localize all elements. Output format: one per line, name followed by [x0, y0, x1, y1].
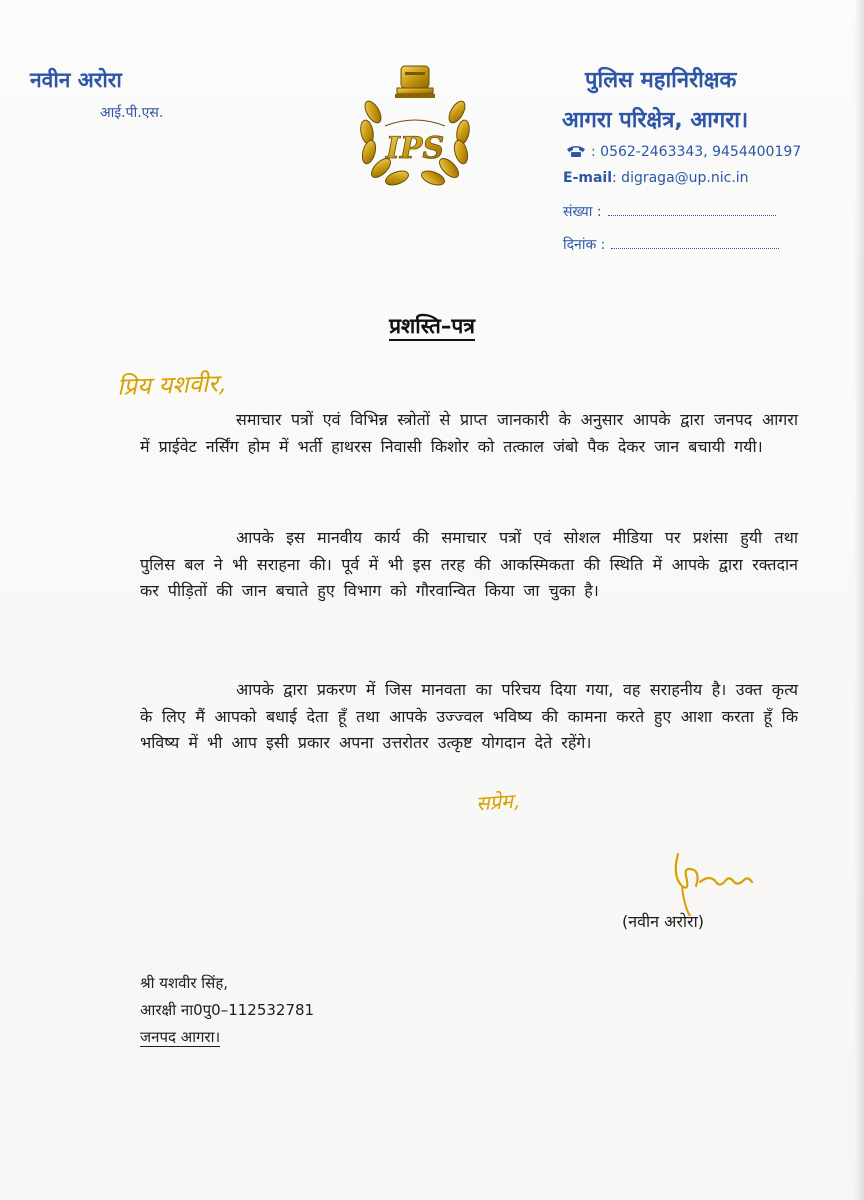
officer-name: नवीन अरोरा — [30, 68, 122, 92]
paragraph-text: आपके द्वारा प्रकरण में जिस मानवता का परिचय दिया गया, वह सराहनीय है। उक्त कृत्य के लिए मैं आपको बधाई देता हूँ तथा आपके उज्ज्वल भविष्य की कामना करते हुए आशा करता हूँ कि भविष्य में भी आप इसी प्रकार अपना उत्तरोतर उत्कृष्ट योगदान देते रहेंगे। — [140, 680, 798, 752]
ips-emblem-icon — [355, 62, 475, 190]
paragraph-text: आपके इस मानवीय कार्य की समाचार पत्रों एवं सोशल मीडिया पर प्रशंसा हुयी तथा पुलिस बल ने भी सराहना की। पूर्व में भी इस तरह की आकस्मिकता की स्थिति में आपके द्वारा रक्तदान कर पीड़ितों की जान बचाते हुए विभाग को गौरवान्वित किया जा चुका है। — [140, 528, 798, 600]
signatory-name: (नवीन अरोरा) — [622, 912, 704, 931]
office-title: पुलिस महानिरीक्षक — [585, 68, 737, 93]
handwritten-closing: सप्रेम, — [475, 788, 521, 816]
reference-number-line — [563, 202, 776, 221]
recipient-district — [140, 1027, 220, 1047]
reference-label: संख्या — [563, 204, 593, 220]
date-blank — [611, 236, 779, 249]
body-paragraph-2 — [140, 525, 798, 605]
emblem-monogram: IPS — [385, 131, 445, 166]
body-paragraph-3 — [140, 677, 798, 757]
reference-separator: : — [596, 204, 602, 220]
body-paragraph-1 — [140, 407, 798, 460]
recipient-designation: आरक्षी ना0पु0–112532781 — [140, 1001, 315, 1019]
handwritten-salutation: प्रिय यशवीर, — [116, 369, 227, 401]
email-line — [563, 170, 749, 186]
email-label: E-mail — [563, 170, 613, 186]
telephone-icon — [565, 144, 587, 158]
date-separator: : — [600, 237, 606, 253]
phone-numbers: : 0562-2463343, 9454400197 — [591, 144, 802, 160]
officer-service: आई.पी.एस. — [100, 105, 164, 121]
phone-line — [565, 144, 801, 160]
date-line — [563, 235, 779, 254]
certificate-title: प्रशस्ति–पत्र — [389, 314, 475, 341]
recipient-name: श्री यशवीर सिंह, — [140, 974, 229, 992]
email-value: : digraga@up.nic.in — [612, 170, 749, 186]
date-label: दिनांक — [563, 237, 597, 253]
reference-blank — [608, 203, 776, 216]
certificate-title-wrap — [0, 312, 864, 340]
paragraph-text: समाचार पत्रों एवं विभिन्न स्त्रोतों से प्राप्त जानकारी के अनुसार आपके द्वारा जनपद आगरा में प्राईवेट नर्सिंग होम में भर्ती हाथरस निवासी किशोर को तत्काल जंबो पैक देकर जान बचायी गयी। — [140, 410, 798, 456]
recipient-district-text: जनपद आगरा। — [140, 1028, 221, 1046]
office-location: आगरा परिक्षेत्र, आगरा। — [562, 108, 749, 133]
page-edge-shadow — [854, 0, 864, 1200]
signature-icon — [660, 846, 770, 916]
